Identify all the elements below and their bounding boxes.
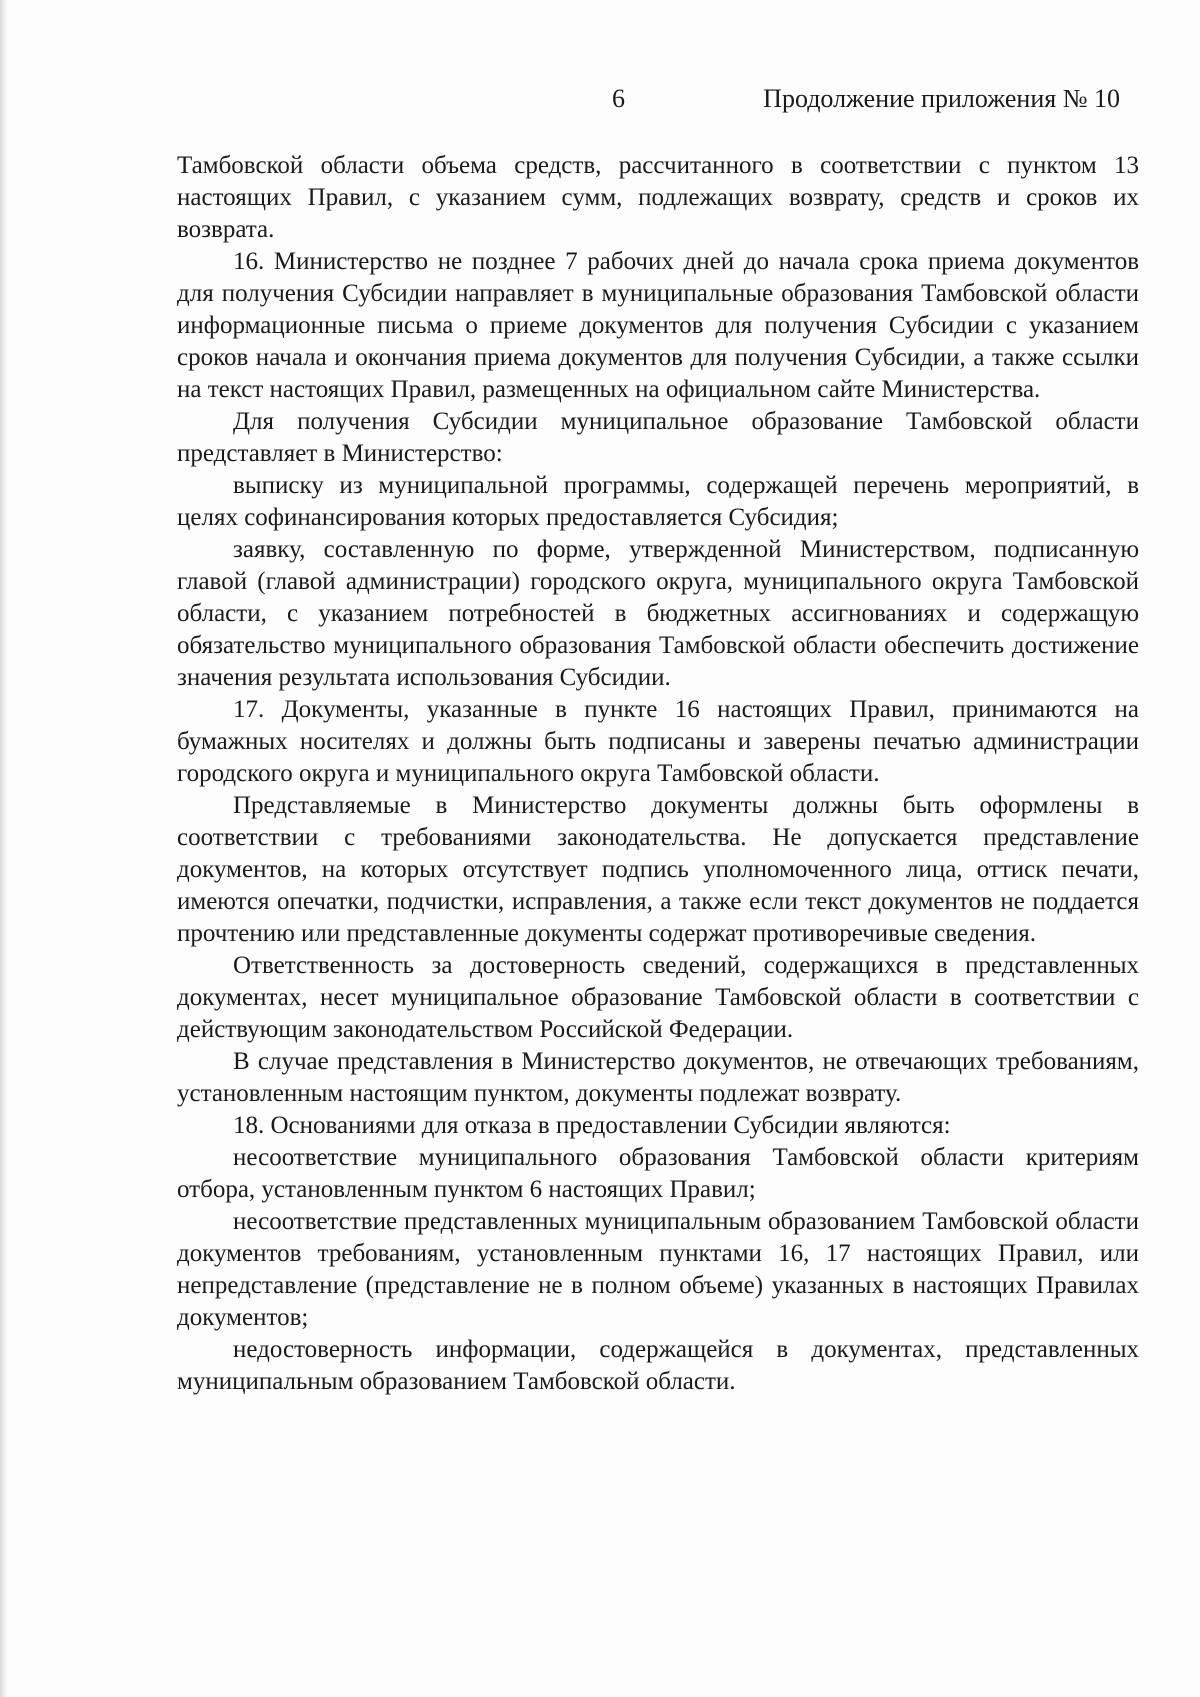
list-item: несоответствие муниципального образования Тамбовской области критериям отбора, установленным пунктом 6 настоящих Правил;	[177, 1144, 1139, 1203]
paragraph: Для получения Субсидии муниципальное образование Тамбовской области представляет в Министерство:	[177, 408, 1139, 467]
list-item: выписку из муниципальной программы, содержащей перечень мероприятий, в целях софинансирования которых предоставляется Субсидия;	[177, 472, 1139, 531]
paragraph-item-16: 16. Министерство не позднее 7 рабочих дней до начала срока приема документов для получения Субсидии направляет в муниципальные образования Тамбовской области информационные письма о приеме документов для получения Субсидии с указанием сроков начала и окончания приема документов для получения Субсидии, а также ссылки на текст настоящих Правил, размещенных на официальном сайте Министерства.	[177, 248, 1139, 403]
list-item: несоответствие представленных муниципальным образованием Тамбовской области документов требованиям, установленным пунктами 16, 17 настоящих Правил, или непредставление (представление не в полном объеме) указанных в настоящих Правилах документов;	[177, 1208, 1139, 1331]
paragraph: Тамбовской области объема средств, рассчитанного в соответствии с пунктом 13 настоящих Правил, с указанием сумм, подлежащих возврату, средств и сроков их возврата.	[177, 152, 1139, 243]
list-item: заявку, составленную по форме, утвержденной Министерством, подписанную главой (главой администрации) городского округа, муниципального округа Тамбовской области, с указанием потребностей в бюджетных ассигнованиях и содержащую обязательство муниципального образования Тамбовской области обеспечить достижение значения результата использования Субсидии.	[177, 536, 1139, 691]
scan-edge-shadow	[0, 0, 8, 1697]
paragraph: В случае представления в Министерство документов, не отвечающих требованиям, установленным настоящим пунктом, документы подлежат возврату.	[177, 1048, 1139, 1107]
paragraph-item-18: 18. Основаниями для отказа в предоставлении Субсидии являются:	[233, 1112, 951, 1139]
paragraph: Ответственность за достоверность сведений, содержащихся в представленных документах, несет муниципальное образование Тамбовской области в соответствии с действующим законодательством Российской Федерации.	[177, 952, 1139, 1043]
page-number: 6	[612, 84, 625, 113]
page-header	[0, 83, 1200, 123]
appendix-continuation-title: Продолжение приложения № 10	[763, 84, 1120, 113]
document-body	[177, 150, 1139, 1398]
list-item: недостоверность информации, содержащейся в документах, представленных муниципальным образованием Тамбовской области.	[177, 1336, 1139, 1395]
paragraph-item-17: 17. Документы, указанные в пункте 16 настоящих Правил, принимаются на бумажных носителях и должны быть подписаны и заверены печатью администрации городского округа и муниципального округа Тамбовской области.	[177, 696, 1139, 787]
paragraph: Представляемые в Министерство документы должны быть оформлены в соответствии с требованиями законодательства. Не допускается представление документов, на которых отсутствует подпись уполномоченного лица, оттиск печати, имеются опечатки, подчистки, исправления, а также если текст документов не поддается прочтению или представленные документы содержат противоречивые сведения.	[177, 792, 1139, 947]
